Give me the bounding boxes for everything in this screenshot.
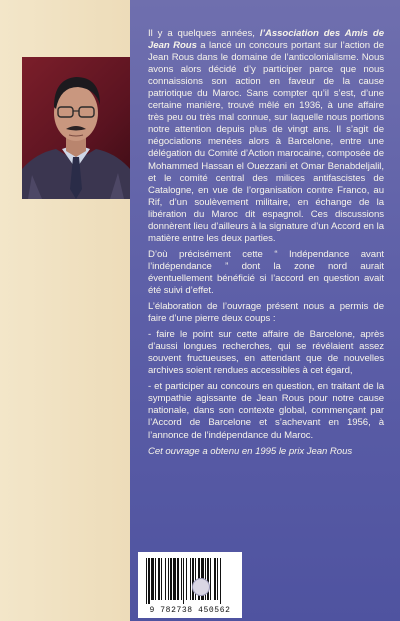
barcode-bar — [207, 558, 209, 600]
barcode-bar — [155, 558, 156, 600]
barcode-bar — [214, 558, 216, 600]
paragraph-independence: D’où précisément cette “ Indépendance avant l’indépendance ” dont la zone nord aurait éventuellement bénéficié si l’accord en question avait été suivi d’effet. — [148, 248, 384, 296]
barcode-bar — [181, 558, 182, 600]
back-cover-text — [148, 28, 384, 462]
barcode-bar — [165, 558, 166, 600]
paragraph-elaboration: L’élaboration de l’ouvrage présent nous a permis de faire d’une pierre deux coups : — [148, 301, 384, 325]
barcode-bar — [183, 558, 184, 604]
barcode-bar — [220, 558, 221, 604]
publisher-emblem-icon — [192, 578, 210, 596]
barcode-bar — [217, 558, 218, 600]
barcode-bar — [210, 558, 211, 600]
paragraph-point-two: - et participer au concours en question, en traitant de la sympathie agissante de Jean Rous pour notre cause nationale, dans son contexte global, commençant par l’Accord de Barcelone et s’achevant en 1956, à l’annonce de l’indépendance du Maroc. — [148, 381, 384, 441]
barcode-bar — [186, 558, 187, 600]
association-name: l’Association des Amis de Jean Rous — [148, 28, 384, 52]
barcode-bar — [190, 558, 191, 600]
barcode-bar — [177, 558, 179, 600]
barcode-bar — [146, 558, 147, 604]
barcode-bar — [192, 558, 194, 600]
barcode-bar — [173, 558, 176, 600]
barcode-bar — [158, 558, 160, 600]
isbn-digits: 9 782738 450562 — [149, 606, 231, 615]
author-photo — [22, 57, 130, 199]
paragraph-intro — [148, 28, 384, 245]
barcode-bar — [151, 558, 154, 600]
barcode-bar — [148, 558, 150, 604]
barcode-bars — [138, 552, 242, 606]
author-portrait-illustration — [22, 57, 130, 199]
barcode-bar — [168, 558, 169, 600]
isbn-barcode — [138, 552, 242, 618]
prize-note: Cet ouvrage a obtenu en 1995 le prix Jean Rous — [148, 445, 353, 457]
intro-body-text: a lancé un concours portant sur l’action de Jean Rous dans le domaine de l’anticolonialisme. Nous avons alors décidé d’y participer parce que nous connaissions son action en faveur de la cause patriotique du Maroc. Sans compter qu’il s’est, d’une certaine manière, trouvé mêlé en 1936, à une affaire très peu ou très mal connue, sur laquelle nous portions notre attention depuis plus de vingt ans. Il s’agit de négociations menées alors à Barcelone, entre une délégation du Comité d’Action marocaine, composée de Mohammed Hassan el Ouezzani et Omar Benabdeljalil, et le comité central des milices antifascistes de Catalogne, en vue de l’organisation contre Franco, au Rif, d’un soulèvement militaire, en échange de la libération du Maroc dit espagnol. Ces discussions donnèrent lieu d’ailleurs à la signature d’un Accord en la matière entre les deux parties. — [148, 40, 384, 244]
barcode-bar — [161, 558, 162, 600]
barcode-bar — [170, 558, 172, 600]
intro-lead-text: Il y a quelques années, — [148, 28, 260, 39]
paragraph-point-one: - faire le point sur cette affaire de Barcelone, après d’aussi longues recherches, qui se révélaient assez souvent fructueuses, en attendant que de nouvelles archives soient rendues accessibles à cet égard, — [148, 329, 384, 377]
